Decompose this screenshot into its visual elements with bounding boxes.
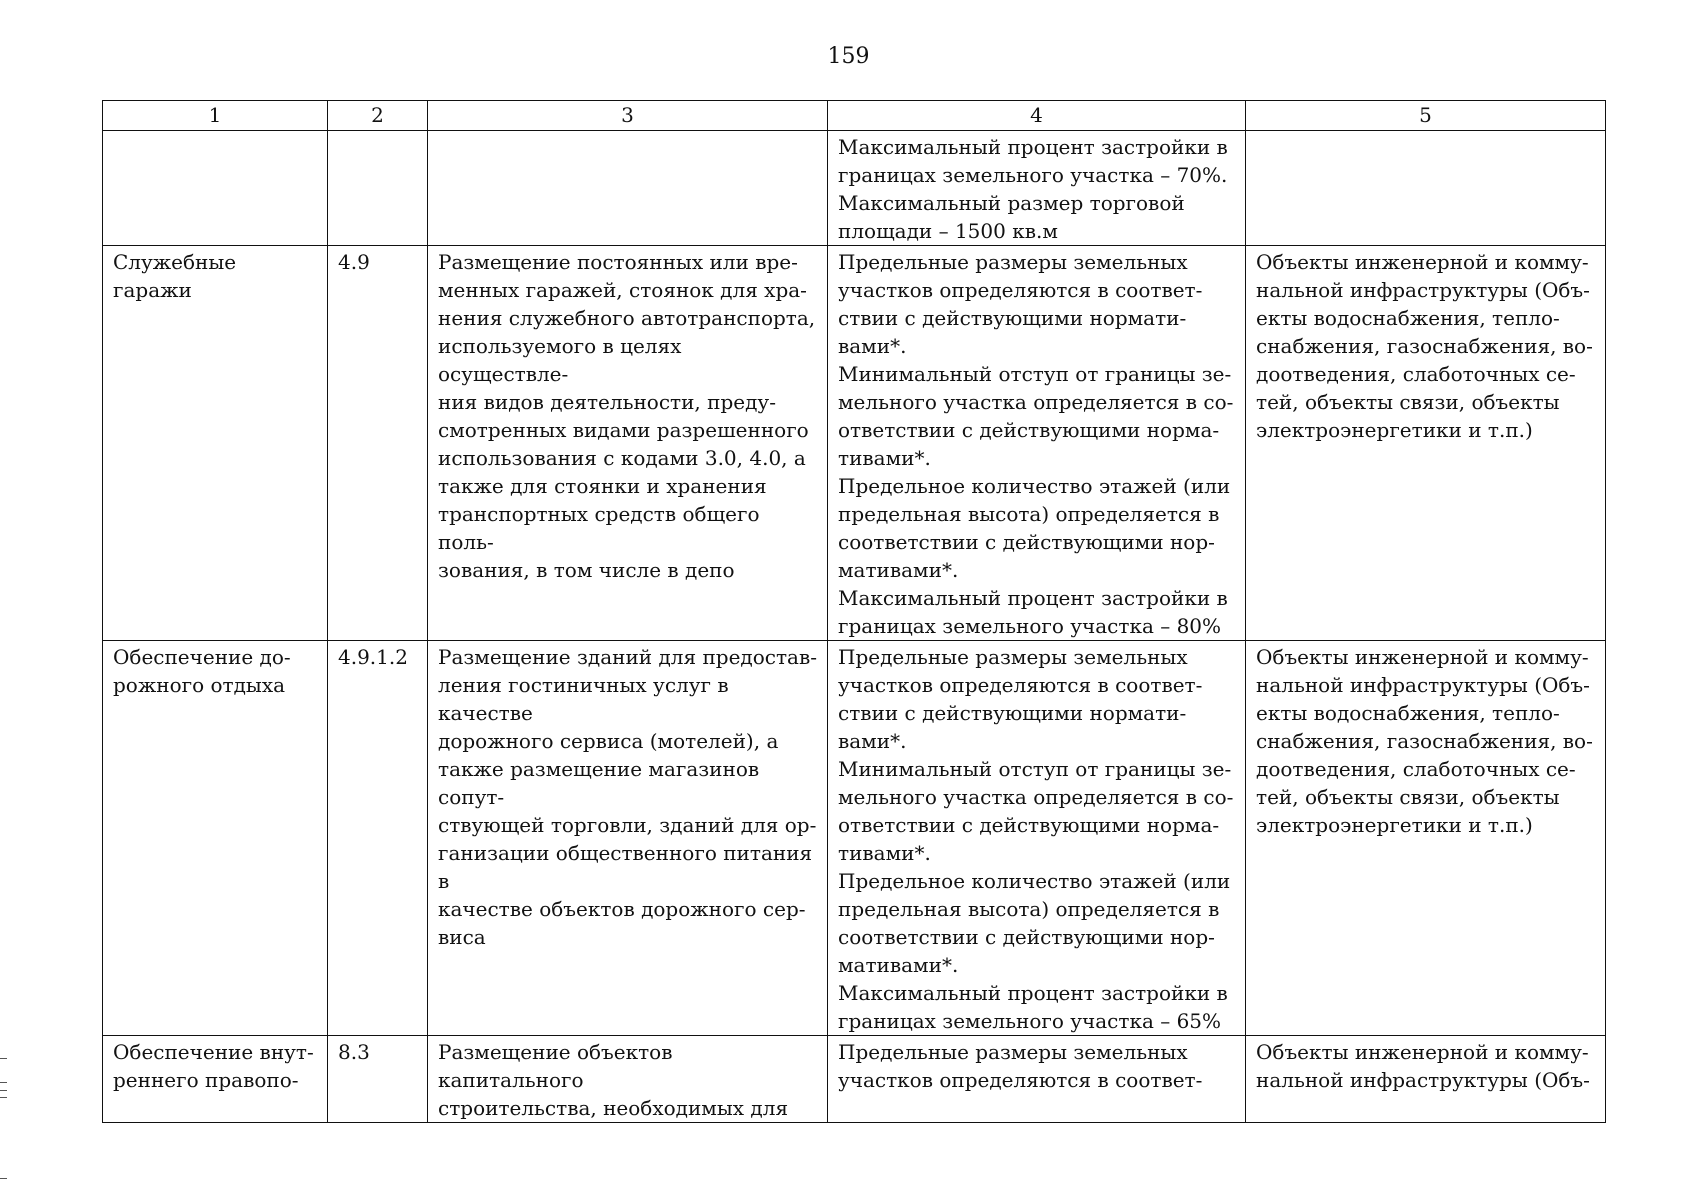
objects-cell bbox=[1246, 1036, 1606, 1123]
use-name: Служебные гаражи bbox=[113, 250, 237, 302]
use-code: 8.3 bbox=[338, 1040, 370, 1064]
use-code-cell bbox=[328, 246, 428, 641]
page-number: 159 bbox=[827, 44, 870, 69]
parameters-cell bbox=[828, 1036, 1246, 1123]
table-header-row bbox=[103, 101, 1606, 131]
column-header-3: 3 bbox=[428, 101, 828, 131]
description-cell bbox=[428, 246, 828, 641]
use-name-cell bbox=[103, 131, 328, 246]
use-code-cell bbox=[328, 131, 428, 246]
use-name-cell bbox=[103, 246, 328, 641]
scan-margin-mark bbox=[0, 1097, 7, 1098]
use-name: Обеспечение внут- реннего правопо- bbox=[113, 1040, 314, 1092]
use-parameters: Предельные размеры земельных участков определяются в соответ- bbox=[838, 1040, 1203, 1092]
use-description: Размещение постоянных или вре- менных гаражей, стоянок для хра- нения служебного автотранспорта, используемого в целях осуществле- ния видов деятельности, преду- смотренных видами разрешенного использования с кодами 3.0, 4.0, а также для стоянки и хранения транспортных средств общего поль- зования, в том числе в депо bbox=[438, 250, 816, 582]
parameters-cell bbox=[828, 246, 1246, 641]
table-row bbox=[103, 1036, 1606, 1123]
parameters-cell bbox=[828, 131, 1246, 246]
use-parameters: Предельные размеры земельных участков определяются в соответ- ствии с действующими нормати- вами*. Минимальный отступ от границы зе- мельного участка определяется в со- ответствии с действующими норма- тивами*. Предельное количество этажей (или предельная высота) определяется в соответствии с действующими нор- мативами*. Максимальный процент застройки в границах земельного участка – 80% bbox=[838, 250, 1234, 638]
use-code: 4.9 bbox=[338, 250, 370, 274]
objects-cell bbox=[1246, 131, 1606, 246]
use-parameters: Максимальный процент застройки в границах земельного участка – 70%. Максимальный размер торговой площади – 1500 кв.м bbox=[838, 135, 1228, 243]
description-cell bbox=[428, 641, 828, 1036]
use-objects: Объекты инженерной и комму- нальной инфраструктуры (Объ- екты водоснабжения, тепло- снабжения, газоснабжения, во- доотведения, слаботочных се- тей, объекты связи, объекты электроэнергетики и т.п.) bbox=[1256, 250, 1593, 442]
column-header-1: 1 bbox=[103, 101, 328, 131]
use-parameters: Предельные размеры земельных участков определяются в соответ- ствии с действующими нормати- вами*. Минимальный отступ от границы зе- мельного участка определяется в со- ответствии с действующими норма- тивами*. Предельное количество этажей (или предельная высота) определяется в соответствии с действующими нор- мативами*. Максимальный процент застройки в границах земельного участка – 65% bbox=[838, 645, 1234, 1033]
use-code-cell bbox=[328, 1036, 428, 1123]
scan-margin-mark bbox=[0, 1082, 7, 1083]
column-header-5: 5 bbox=[1246, 101, 1606, 131]
use-name: Обеспечение до- рожного отдыха bbox=[113, 645, 291, 697]
description-cell bbox=[428, 1036, 828, 1123]
scan-margin-mark bbox=[0, 1058, 7, 1059]
use-objects: Объекты инженерной и комму- нальной инфраструктуры (Объ- bbox=[1256, 1040, 1590, 1092]
table-row bbox=[103, 131, 1606, 246]
column-header-2: 2 bbox=[328, 101, 428, 131]
table-row bbox=[103, 641, 1606, 1036]
description-cell bbox=[428, 131, 828, 246]
use-objects: Объекты инженерной и комму- нальной инфраструктуры (Объ- екты водоснабжения, тепло- снабжения, газоснабжения, во- доотведения, слаботочных се- тей, объекты связи, объекты электроэнергетики и т.п.) bbox=[1256, 645, 1593, 837]
objects-cell bbox=[1246, 246, 1606, 641]
objects-cell bbox=[1246, 641, 1606, 1036]
use-name-cell bbox=[103, 641, 328, 1036]
use-description: Размещение зданий для предостав- ления гостиничных услуг в качестве дорожного сервиса (мотелей), а также размещение магазинов сопут- ствующей торговли, зданий для ор- ганизации общественного питания в качестве объектов дорожного сер- виса bbox=[438, 645, 817, 949]
parameters-cell bbox=[828, 641, 1246, 1036]
use-name-cell bbox=[103, 1036, 328, 1123]
use-code: 4.9.1.2 bbox=[338, 645, 408, 669]
regulations-table bbox=[102, 100, 1606, 1123]
table-row bbox=[103, 246, 1606, 641]
column-header-4: 4 bbox=[828, 101, 1246, 131]
use-description: Размещение объектов капитального строительства, необходимых для bbox=[438, 1040, 789, 1120]
scan-margin-mark bbox=[0, 1178, 7, 1179]
use-code-cell bbox=[328, 641, 428, 1036]
scan-margin-mark bbox=[0, 1090, 7, 1091]
